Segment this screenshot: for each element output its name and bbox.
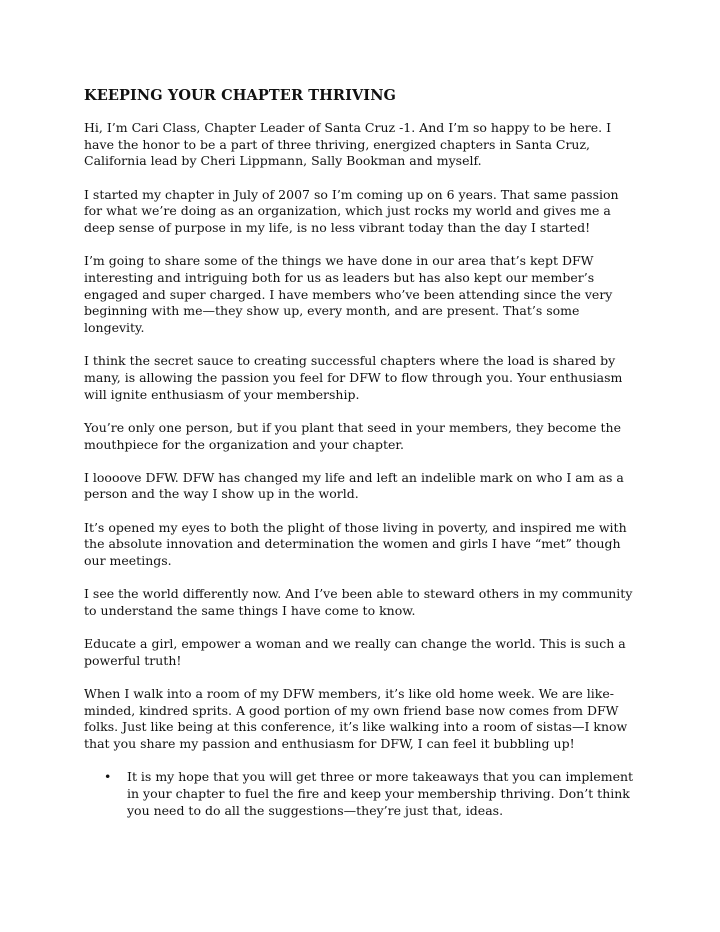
paragraph-see-world: I see the world differently now. And I’ve been able to steward others in my community to understand the same things I have come to know. <box>84 586 633 618</box>
paragraph-intro: Hi, I’m Cari Class, Chapter Leader of Santa Cruz -1. And I’m so happy to be here. I have the honor to be a part of three thriving, energized chapters in Santa Cruz, California lead by Cheri Lippmann, Sally Bookman and myself. <box>84 120 612 169</box>
bullet-text: It is my hope that you will get three or more takeaways that you can implement in your chapter to fuel the fire and keep your membership thriving. Don’t think you need to do all the suggestions—they’re just that, ideas. <box>127 769 634 818</box>
paragraph-secret-sauce: I think the secret sauce to creating successful chapters where the load is shared by many, is allowing the passion you feel for DFW to flow through you. Your enthusiasm will ignite enthusiasm of your membership. <box>84 353 623 402</box>
paragraph-home-week: When I walk into a room of my DFW members, it’s like old home week. We are like-minded, kindred sprits. A good portion of my own friend base now comes from DFW folks. Just like being at this conference, it’s like walking into a room of sistas—I know that you share my passion and enthusiasm for DFW, I can feel it bubbling up! <box>84 686 628 752</box>
document-heading: KEEPING YOUR CHAPTER THRIVING <box>84 87 397 104</box>
bullet-icon: • <box>104 769 112 785</box>
paragraph-love-dfw: I loooove DFW. DFW has changed my life and left an indelible mark on who I am as a person and the way I show up in the world. <box>84 469 624 502</box>
paragraph-sharing: I’m going to share some of the things we have done in our area that’s kept DFW interesting and intriguing both for us as leaders but has also kept our member’s engaged and super charged. I have members who’ve been attending since the very beginning with me—they show up, every month, and are present. That’s some longevity. <box>84 253 613 336</box>
bullet-list <box>84 769 636 819</box>
paragraph-educate: Educate a girl, empower a woman and we really can change the world. This is such a powerful truth! <box>84 636 626 668</box>
document-page <box>84 84 636 820</box>
paragraph-opened-eyes: It’s opened my eyes to both the plight of those living in poverty, and inspired me with the absolute innovation and determination the women and girls I have “met” though our meetings. <box>84 519 627 569</box>
paragraph-chapter-start: I started my chapter in July of 2007 so I’m coming up on 6 years. That same passion for what we’re doing as an organization, which just rocks my world and gives me a deep sense of purpose in my life, is no less vibrant today than the day I started! <box>84 186 619 236</box>
list-item <box>84 769 636 819</box>
paragraph-one-person: You’re only one person, but if you plant that seed in your members, they become the mouthpiece for the organization and your chapter. <box>84 419 621 452</box>
